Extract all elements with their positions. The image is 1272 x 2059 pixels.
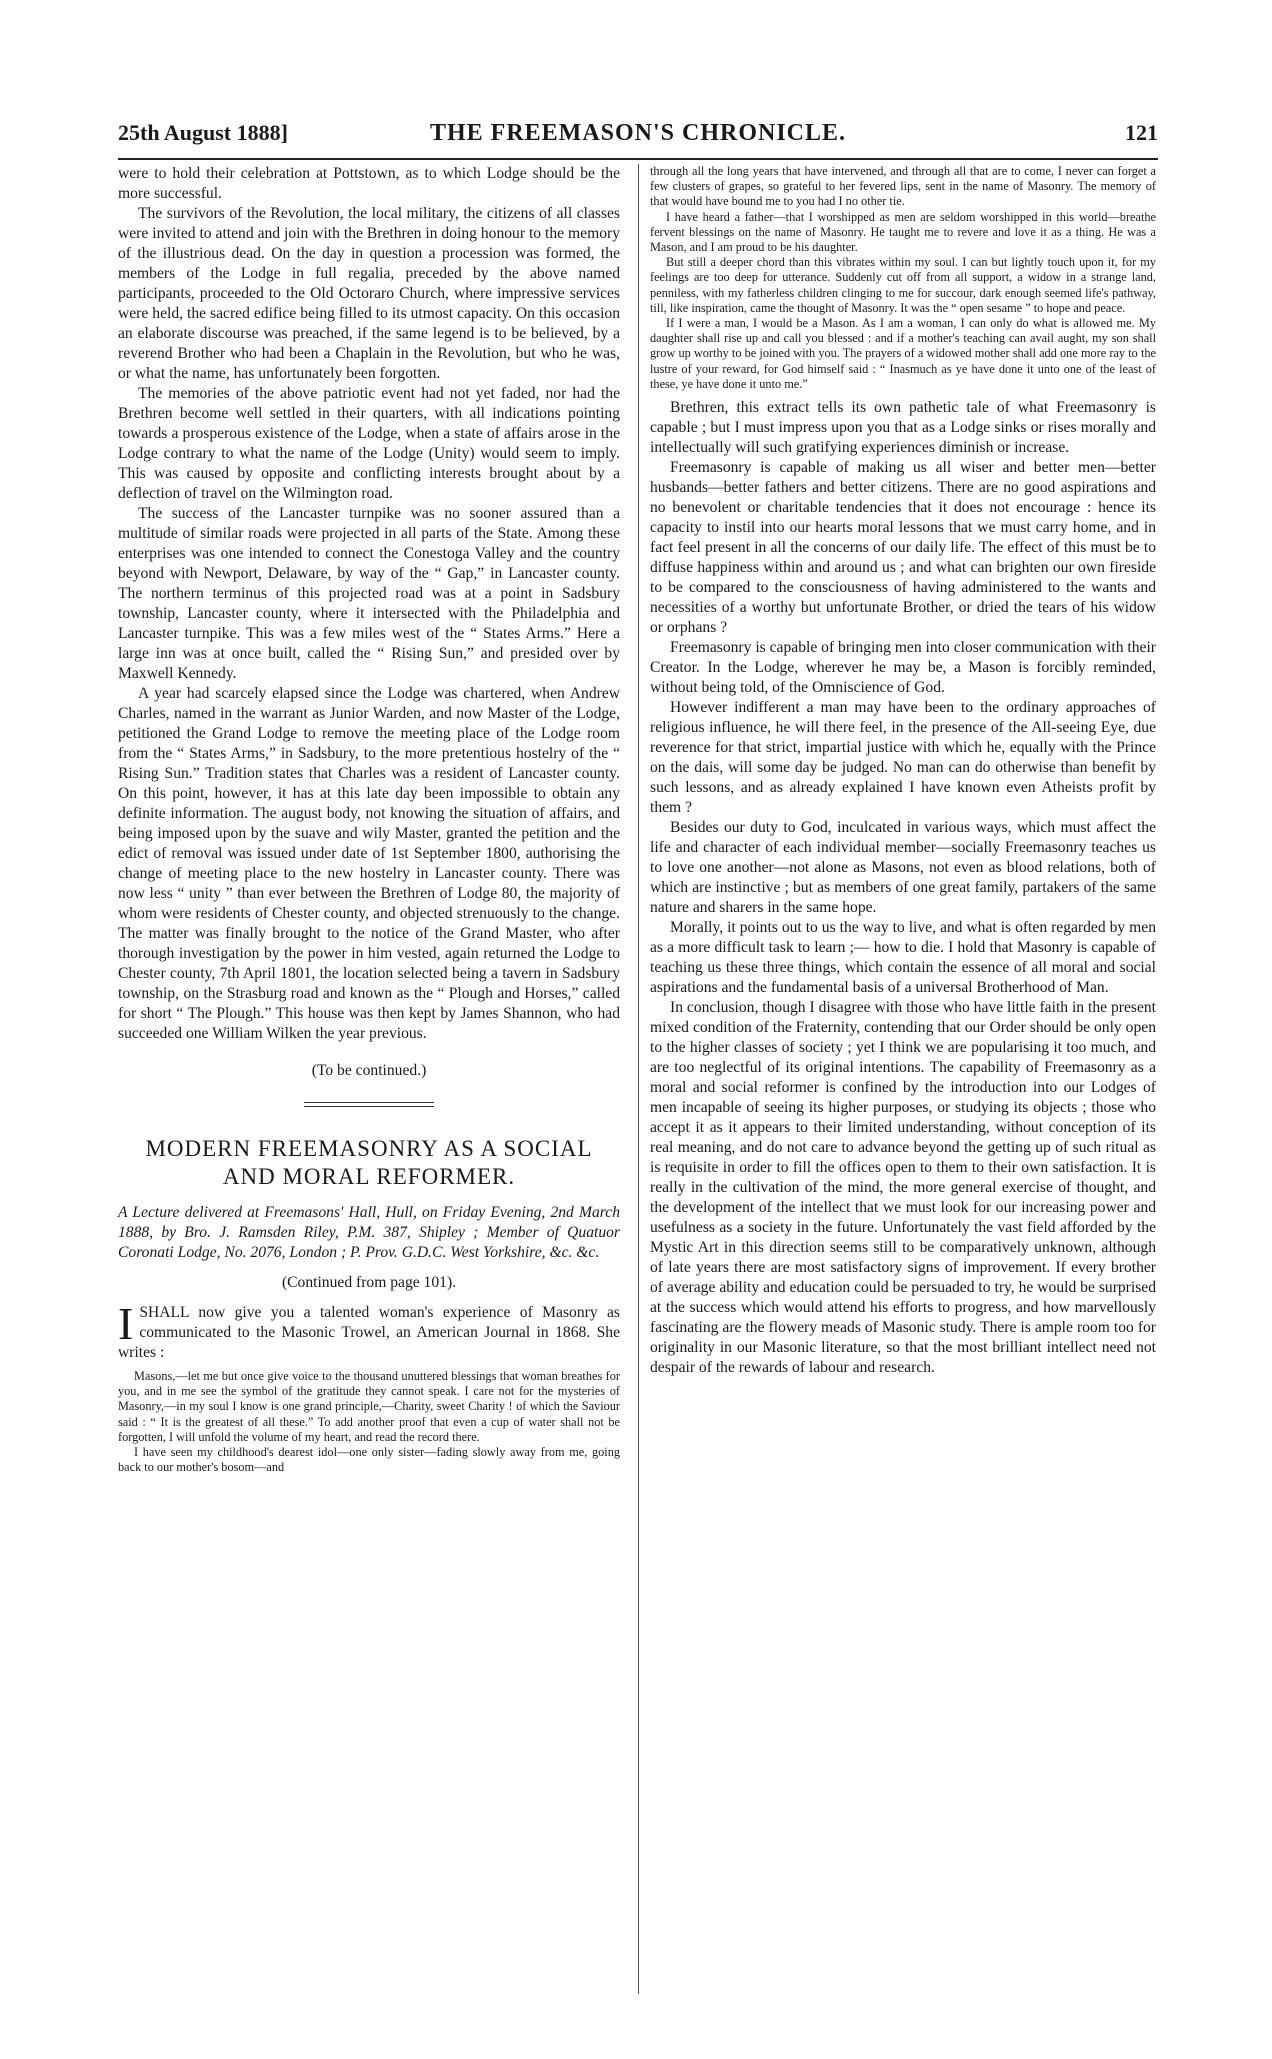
paragraph: Freemasonry is capable of making us all wiser and better men—better husbands—better fathers and better citizens. There are no good aspirations and no benevolent or charitable tendencies that it does not encourage : hence its capacity to instil into our hearts moral lessons that we must carry home, and in fact feel present in all the concerns of our daily life. The effect of this must be to diffuse happiness within and around us ; and what can brighten our own fireside to be compared to the consciousness of having administered to the wants and necessities of a worthy but unfortunate Brother, or dried the tears of his widow or orphans ? [650, 459, 1156, 637]
paragraph: However indifferent a man may have been to the ordinary approaches of religious influence, he will there feel, in the presence of the All-seeing Eye, due reverence for that strict, impartial justice with which he, equally with the Prince on the dais, will some day be judged. No man can do otherwise than benefit by such lessons, and as already explained I have known even Atheists profit by them ? [650, 699, 1156, 817]
left-article-continuation [118, 164, 620, 1044]
quote-paragraph: If I were a man, I would be a Mason. As I am a woman, I can only do what is allowed me. My daughter shall rise up and call you blessed : and if a mother's teaching can avail aught, my son shall grow up worthy to be joined with you. The prayers of a widowed mother shall add one more ray to the lustre of your reward, for God himself said : “ Inasmuch as ye have done it unto one of the least of these, ye have done it unto me.” [650, 316, 1156, 391]
quote-paragraph: Masons,—let me but once give voice to the thousand unuttered blessings that woman breathes for you, and in me see the symbol of the gratitude they cannot speak. I care not for the mysteries of Masonry,—in my soul I know is one grand principle,—Charity, sweet Charity ! of which the Saviour said : “ It is the greatest of all these.” To add another proof that even a cup of water shall not be forgotten, I will unfold the volume of my heart, and read the record there. [118, 1369, 620, 1444]
paragraph: A year had scarcely elapsed since the Lodge was chartered, when Andrew Charles, named in the warrant as Junior Warden, and now Master of the Lodge, petitioned the Grand Lodge to remove the meeting place of the Lodge room from the “ States Arms,” in Sadsbury, to the more pretentious hostelry of the “ Rising Sun.” Tradition states that Charles was a resident of Lancaster county. On this point, however, it has at this late day been impossible to obtain any definite information. The august body, not knowing the situation of affairs, and being imposed upon by the suave and wily Master, granted the petition and the edict of removal was issued under date of 1st September 1800, authorising the change of meeting place to the new hostelry in Lancaster county. There was now less “ unity ” than ever between the Brethren of Lodge 80, the majority of whom were residents of Chester county, and objected strenuously to the change. The matter was finally brought to the notice of the Grand Master, who after thorough investigation by the power in him vested, again returned the Lodge to Chester county, 7th April 1801, the location selected being a tavern in Sadsbury township, on the Strasburg road and known as the “ Plough and Horses,” called for short “ The Plough.” This house was then kept by James Shannon, who had succeeded one William Wilken the year previous. [118, 685, 620, 1042]
paragraph: In conclusion, though I disagree with those who have little faith in the present mixed condition of the Fraternity, contending that our Order should be only open to the higher classes of society ; yet I think we are popularising it too much, and are too neglectful of its original intentions. The capability of Freemasonry as a moral and social reformer is confined by the introduction into our Lodges of men incapable of seeing its higher purposes, or studying its objects ; those who accept it as it appears to their limited understanding, without conception of its real meaning, and do not care to advance beyond the getting up of such ritual as is requisite in order to fill the offices open to them to their own satisfaction. It is really in the cultivation of the mind, the more general exercise of thought, and the development of the intellect that we must look for our increasing power and usefulness as a society in the future. Unfortunately the vast field afforded by the Mystic Art in this direction seems still to be comparatively unknown, although of late years there are most satisfactory signs of improvement. If every brother of average ability and education could be persuaded to try, he would be surprised at the success which would attend his efforts to progress, and how marvellously fascinating are the flowery meads of Masonic study. There is ample room too for originality in our Masonic literature, so that the most brilliant intellect need not despair of the rewards of labour and research. [650, 999, 1156, 1377]
article-heading-line: MODERN FREEMASONRY AS A SOCIAL [145, 1136, 593, 1161]
page-header [118, 120, 1158, 154]
intro-text: SHALL now give you a talented woman's experience of Masonry as communicated to the Masonic Trowel, an American Journal in 1868. She writes : [118, 1304, 620, 1361]
paragraph: Brethren, this extract tells its own pathetic tale of what Freemasonry is capable ; but I must impress upon you that as a Lodge sinks or rises morally and intellectually will such gratifying experiences diminish or increase. [650, 399, 1156, 457]
right-column [650, 164, 1156, 1378]
paragraph: The survivors of the Revolution, the local military, the citizens of all classes were invited to attend and join with the Brethren in doing honour to the memory of the illustrious dead. On the day in question a procession was formed, the members of the Lodge in full regalia, preceded by the above named participants, proceeded to the Old Octoraro Church, where impressive services were held, the sacred edifice being filled to its utmost capacity. On this occasion an elaborate discourse was preached, if the same legend is to be believed, by a reverend Brother who had been a Chaplain in the Revolution, but who he was, or what the name, has unfortunately been forgotten. [118, 205, 620, 382]
quote-paragraph: I have seen my childhood's dearest idol—one only sister—fading slowly away from me, going back to our mother's bosom—and [118, 1445, 620, 1475]
quoted-letter-start [118, 1369, 620, 1475]
article-heading [118, 1135, 620, 1191]
quote-paragraph: through all the long years that have intervened, and through all that are to come, I never can forget a few clusters of grapes, so grateful to her fevered lips, sent in the name of Masonry. The memory of that would have bound me to you had I no other tie. [650, 164, 1156, 209]
left-column [118, 164, 620, 1475]
lecture-body [650, 398, 1156, 1378]
paragraph: The success of the Lancaster turnpike was no sooner assured than a multitude of similar roads were projected in all parts of the State. Among these enterprises was one intended to connect the Conestoga Valley and the country beyond with Newport, Delaware, by way of the “ Gap,” in Lancaster county. The northern terminus of this projected road was at a point in Sadsbury township, Lancaster county, where it intersected with the Philadelphia and Lancaster turnpike. This was a few miles west of the “ States Arms.” Here a large inn was at once built, called the “ Rising Sun,” and presided over by Maxwell Kennedy. [118, 505, 620, 682]
quoted-letter-continued [650, 164, 1156, 392]
paragraph: Morally, it points out to us the way to live, and what is often regarded by men as a more difficult task to learn ;— how to die. I hold that Masonry is capable of teaching us these three things, which contain the essence of all moral and social aspirations and the fundamental basis of a universal Brotherhood of Man. [650, 919, 1156, 997]
issue-date: 25th August 1888] [118, 120, 288, 145]
paragraph: The memories of the above patriotic event had not yet faded, nor had the Brethren become well settled in their quarters, with all indications pointing towards a prosperous existence of the Lodge, when a state of affairs arose in the Lodge contrary to what the name of the Lodge (Unity) would seem to imply. This was caused by opposite and conflicting interests brought about by a deflection of travel on the Wilmington road. [118, 385, 620, 502]
drop-cap: I [118, 1298, 134, 1349]
article-byline: A Lecture delivered at Freemasons' Hall, Hull, on Friday Evening, 2nd March 1888, by Bro. J. Ramsden Riley, P.M. 387, Shipley ; Member of Quatuor Coronati Lodge, No. 2076, London ; P. Prov. G.D.C. West Yorkshire, &c. &c. [118, 1204, 620, 1261]
section-separator [304, 1102, 434, 1107]
publication-title: THE FREEMASON'S CHRONICLE. [429, 120, 847, 146]
header-rule [118, 158, 1158, 160]
paragraph: Freemasonry is capable of bringing men into closer communication with their Creator. In the Lodge, wherever he may be, a Mason is forcibly reminded, without being told, of the Omniscience of God. [650, 639, 1156, 697]
quote-paragraph: I have heard a father—that I worshipped as men are seldom worshipped in this world—breathe fervent blessings on the name of Masonry. He taught me to revere and love it as a thing. He was a Mason, and I am proud to be his daughter. [650, 209, 1156, 255]
continued-from-note: (Continued from page 101). [281, 1274, 457, 1291]
intro-paragraph [118, 1298, 620, 1363]
column-divider [638, 164, 639, 1994]
paragraph: Besides our duty to God, inculcated in various ways, which must affect the life and character of each individual member—socially Freemasonry teaches us to love one another—not alone as Masons, not even as blood relations, both of which are instinctive ; but as members of one great family, partakers of the same nature and sharers in the same hope. [650, 819, 1156, 917]
to-be-continued-note: (To be continued.) [311, 1062, 427, 1079]
page-number: 121 [1125, 120, 1158, 145]
paragraph: were to hold their celebration at Pottstown, as to which Lodge should be the more successful. [118, 165, 620, 202]
quote-paragraph: But still a deeper chord than this vibrates within my soul. I can but lightly touch upon it, for my feelings are too deep for utterance. Suddenly cut off from all support, a widow in a strange land, penniless, with my fatherless children clinging to me for succour, dark enough seemed life's pathway, till, like inspiration, came the thought of Masonry. It was the “ open sesame ” to hope and peace. [650, 255, 1156, 315]
article-heading-line: AND MORAL REFORMER. [222, 1164, 516, 1189]
